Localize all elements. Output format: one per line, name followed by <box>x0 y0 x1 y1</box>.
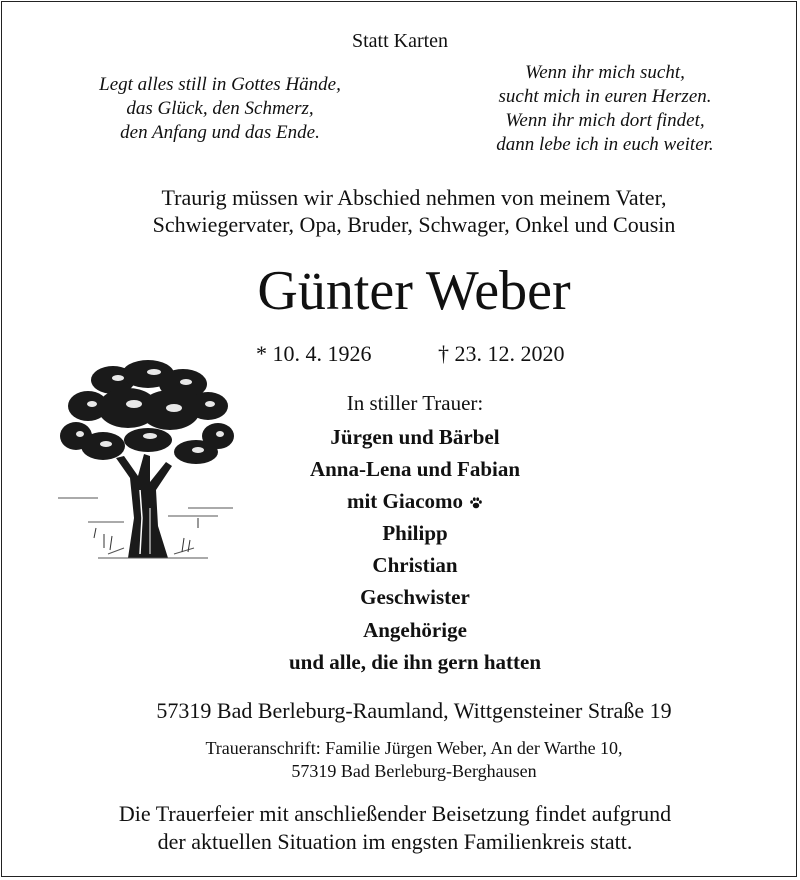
mourning-title: In stiller Trauer: <box>346 391 484 415</box>
mourner-line: Geschwister <box>360 585 470 610</box>
verse-left <box>70 73 370 145</box>
mourner-line: Anna-Lena und Fabian <box>309 457 521 482</box>
condolence-line: Traueranschrift: Familie Jürgen Weber, An der Warthe 10, <box>205 738 623 758</box>
verse-left-line: Legt alles still in Gottes Hände, <box>99 74 341 95</box>
notice-heading: Statt Karten <box>351 30 449 52</box>
intro-text <box>0 184 800 238</box>
verse-right <box>455 61 755 157</box>
closing-line: Die Trauerfeier mit anschließender Beisetzung findet aufgrund <box>118 801 672 826</box>
intro-line: Schwiegervater, Opa, Bruder, Schwager, Onkel und Cousin <box>152 212 676 237</box>
residence-address: 57319 Bad Berleburg-Raumland, Wittgensteiner Straße 19 <box>156 698 672 723</box>
mourners-list <box>260 421 570 678</box>
deceased-name: Günter Weber <box>257 260 571 322</box>
birth-date: * 10. 4. 1926 <box>256 341 372 366</box>
death-date: † 23. 12. 2020 <box>438 341 565 366</box>
verse-right-line: sucht mich in euren Herzen. <box>498 86 712 107</box>
tree-illustration-icon <box>58 358 238 568</box>
mourner-line: Angehörige <box>363 617 467 642</box>
mourner-line: Christian <box>372 553 458 578</box>
verse-right-line: dann lebe ich in euch weiter. <box>496 134 714 155</box>
mourner-line: Jürgen und Bärbel <box>330 425 500 449</box>
condolence-address <box>0 737 800 783</box>
mourner-line: Philipp <box>382 521 448 546</box>
paw-print-icon <box>469 496 483 510</box>
closing-note <box>0 800 790 856</box>
closing-line: der aktuellen Situation im engsten Familienkreis statt. <box>157 829 633 854</box>
verse-right-line: Wenn ihr mich sucht, <box>525 62 685 83</box>
mourner-text: mit Giacomo <box>346 489 464 514</box>
verse-left-line: das Glück, den Schmerz, <box>126 98 314 119</box>
verse-right-line: Wenn ihr mich dort findet, <box>505 110 705 131</box>
mourner-line-giacomo <box>260 485 570 517</box>
mourner-line: und alle, die ihn gern hatten <box>288 649 542 674</box>
intro-line: Traurig müssen wir Abschied nehmen von meinem Vater, <box>161 185 667 210</box>
verse-left-line: den Anfang und das Ende. <box>120 122 320 143</box>
condolence-line: 57319 Bad Berleburg-Berghausen <box>291 761 537 781</box>
